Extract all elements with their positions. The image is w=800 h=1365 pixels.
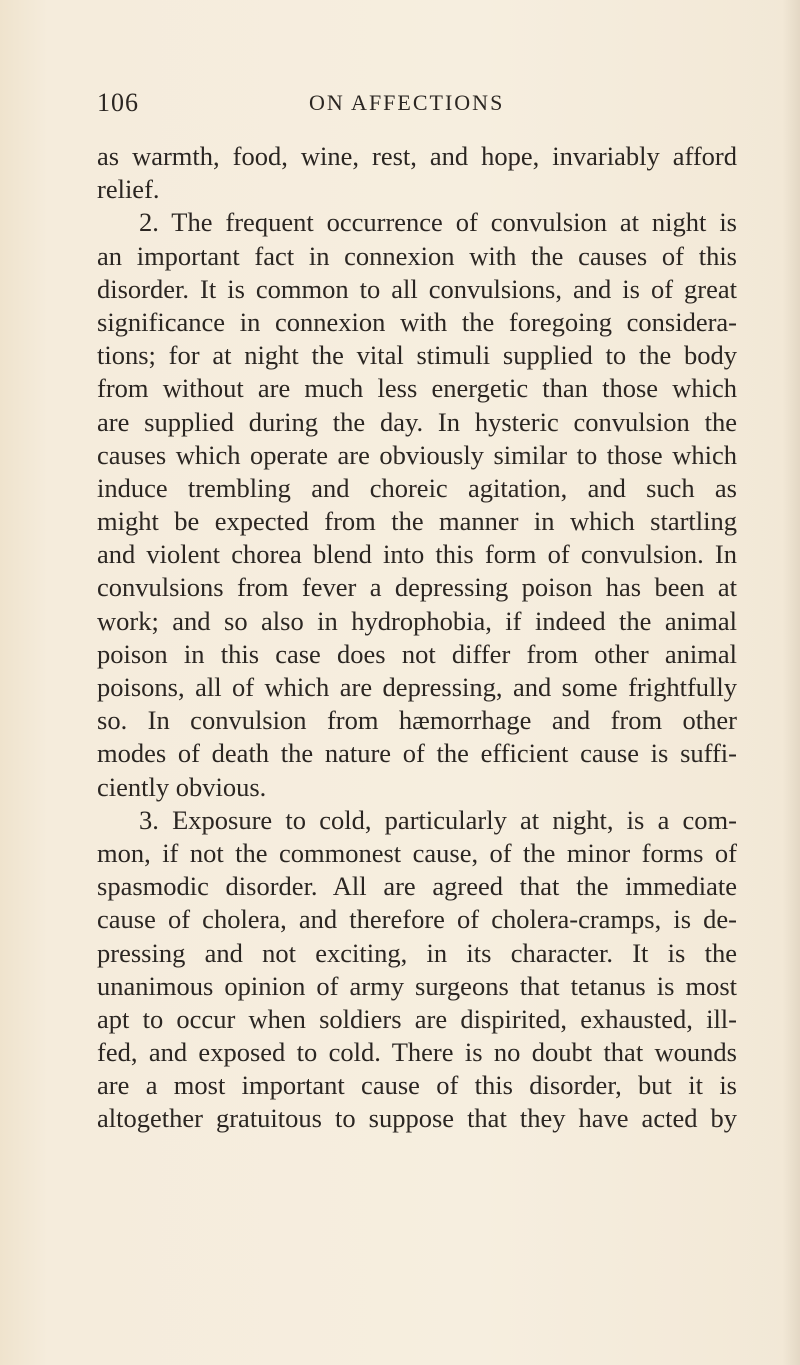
text-line: 3. Exposure to cold, particularly at night, is a com-: [139, 804, 737, 835]
text-line: disorder. It is common to all convulsions, and is of great: [97, 273, 737, 304]
text-line: so. In convulsion from hæmorrhage and from other: [97, 705, 737, 736]
page-number: 106: [97, 88, 139, 117]
text-line: tions; for at night the vital stimuli supplied to the body: [97, 340, 737, 371]
text-line: ciently obvious.: [97, 771, 267, 802]
text-line: might be expected from the manner in which startling: [97, 506, 737, 537]
text-line: convulsions from fever a depressing poison has been at: [97, 572, 737, 603]
text-line: poisons, all of which are depressing, and some frightfully: [97, 672, 737, 702]
text-line: mon, if not the commonest cause, of the minor forms of: [97, 837, 737, 868]
text-line: spasmodic disorder. All are agreed that the immediate: [97, 871, 737, 902]
text-line: work; and so also in hydrophobia, if indeed the animal: [97, 605, 737, 636]
text-line: modes of death the nature of the efficient cause is suffi-: [97, 738, 737, 769]
running-head: ON AFFECTIONS: [309, 90, 505, 115]
text-line: cause of cholera, and therefore of cholera-cramps, is de-: [97, 904, 737, 935]
text-line: causes which operate are obviously similar to those which: [97, 439, 737, 470]
text-line: an important fact in connexion with the causes of this: [97, 240, 737, 271]
body-text: [97, 140, 737, 1136]
text-line: are supplied during the day. In hysteric convulsion the: [97, 406, 737, 437]
text-line: are a most important cause of this disorder, but it is: [97, 1070, 737, 1101]
text-line: as warmth, food, wine, rest, and hope, invariably afford: [97, 141, 737, 171]
text-line: and violent chorea blend into this form of convulsion. In: [97, 539, 737, 570]
text-line: apt to occur when soldiers are dispirited, exhausted, ill-: [97, 1003, 737, 1034]
text-line: unanimous opinion of army surgeons that tetanus is most: [97, 970, 737, 1001]
text-line: altogether gratuitous to suppose that they have acted by: [97, 1103, 737, 1134]
text-line: poison in this case does not differ from other animal: [97, 638, 737, 669]
page-header: [97, 88, 737, 122]
text-line: from without are much less energetic than those which: [97, 373, 737, 404]
text-line: induce trembling and choreic agitation, and such as: [97, 472, 737, 503]
text-line: 2. The frequent occurrence of convulsion at night is: [139, 207, 737, 238]
page-edge-shadow: [782, 0, 800, 1365]
text-line: pressing and not exciting, in its character. It is the: [97, 937, 737, 968]
text-line: significance in connexion with the foregoing considera-: [97, 306, 737, 337]
text-line: fed, and exposed to cold. There is no doubt that wounds: [97, 1037, 737, 1068]
text-line: relief.: [97, 174, 160, 205]
